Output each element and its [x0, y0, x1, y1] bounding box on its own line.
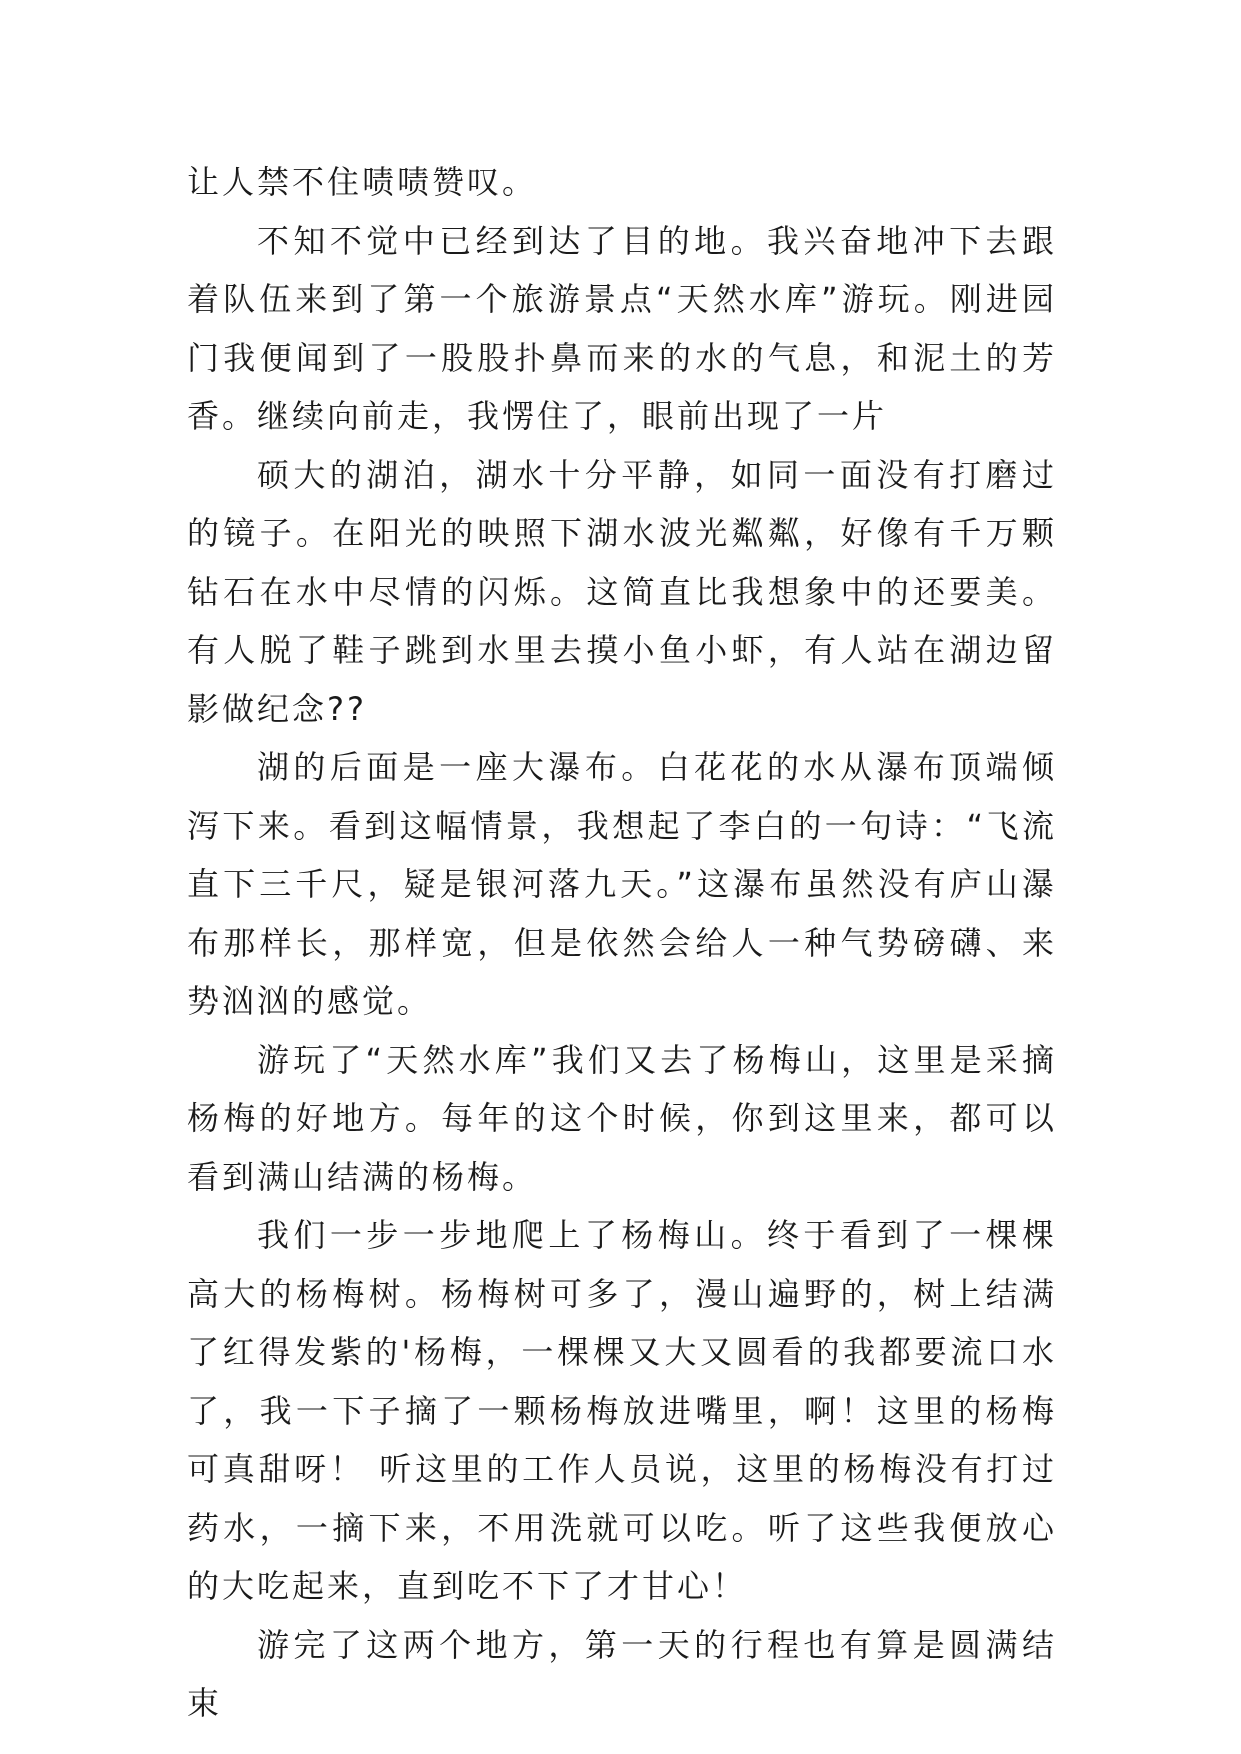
paragraph: 游完了这两个地方，第一天的行程也有算是圆满结束: [187, 1625, 1057, 1722]
paragraph: 游玩了“天然水库”我们又去了杨梅山，这里是采摘杨梅的好地方。每年的这个时候，你到这里来，都可以看到满山结满的杨梅。: [187, 1040, 1057, 1196]
paragraph: 不知不觉中已经到达了目的地。我兴奋地冲下去跟着队伍来到了第一个旅游景点“天然水库”游玩。刚进园门我便闻到了一股股扑鼻而来的水的气息，和泥土的芳香。继续向前走，我愣住了，眼前出现了一片: [187, 221, 1057, 435]
paragraph: 湖的后面是一座大瀑布。白花花的水从瀑布顶端倾泻下来。看到这幅情景，我想起了李白的一句诗：“飞流直下三千尺，疑是银河落九天。”这瀑布虽然没有庐山瀑布那样长，那样宽，但是依然会给人一种气势磅礴、来势汹汹的感觉。: [187, 748, 1057, 1020]
paragraph: 我们一步一步地爬上了杨梅山。终于看到了一棵棵高大的杨梅树。杨梅树可多了，漫山遍野的，树上结满了红得发紫的'杨梅，一棵棵又大又圆看的我都要流口水了，我一下子摘了一颗杨梅放进嘴里，啊！这里的杨梅可真甜呀！ 听这里的工作人员说，这里的杨梅没有打过药水，一摘下来，不用洗就可以吃。听了这些我便放心的大吃起来，直到吃不下了才甘心！: [187, 1216, 1057, 1605]
body-text: [187, 153, 1057, 1733]
paragraph: 让人禁不住啧啧赞叹。: [187, 163, 538, 201]
paragraph: 硕大的湖泊，湖水十分平静，如同一面没有打磨过的镜子。在阳光的映照下湖水波光粼粼，好像有千万颗钻石在水中尽情的闪烁。这简直比我想象中的还要美。有人脱了鞋子跳到水里去摸小鱼小虾，有人站在湖边留影做纪念??: [187, 455, 1057, 728]
